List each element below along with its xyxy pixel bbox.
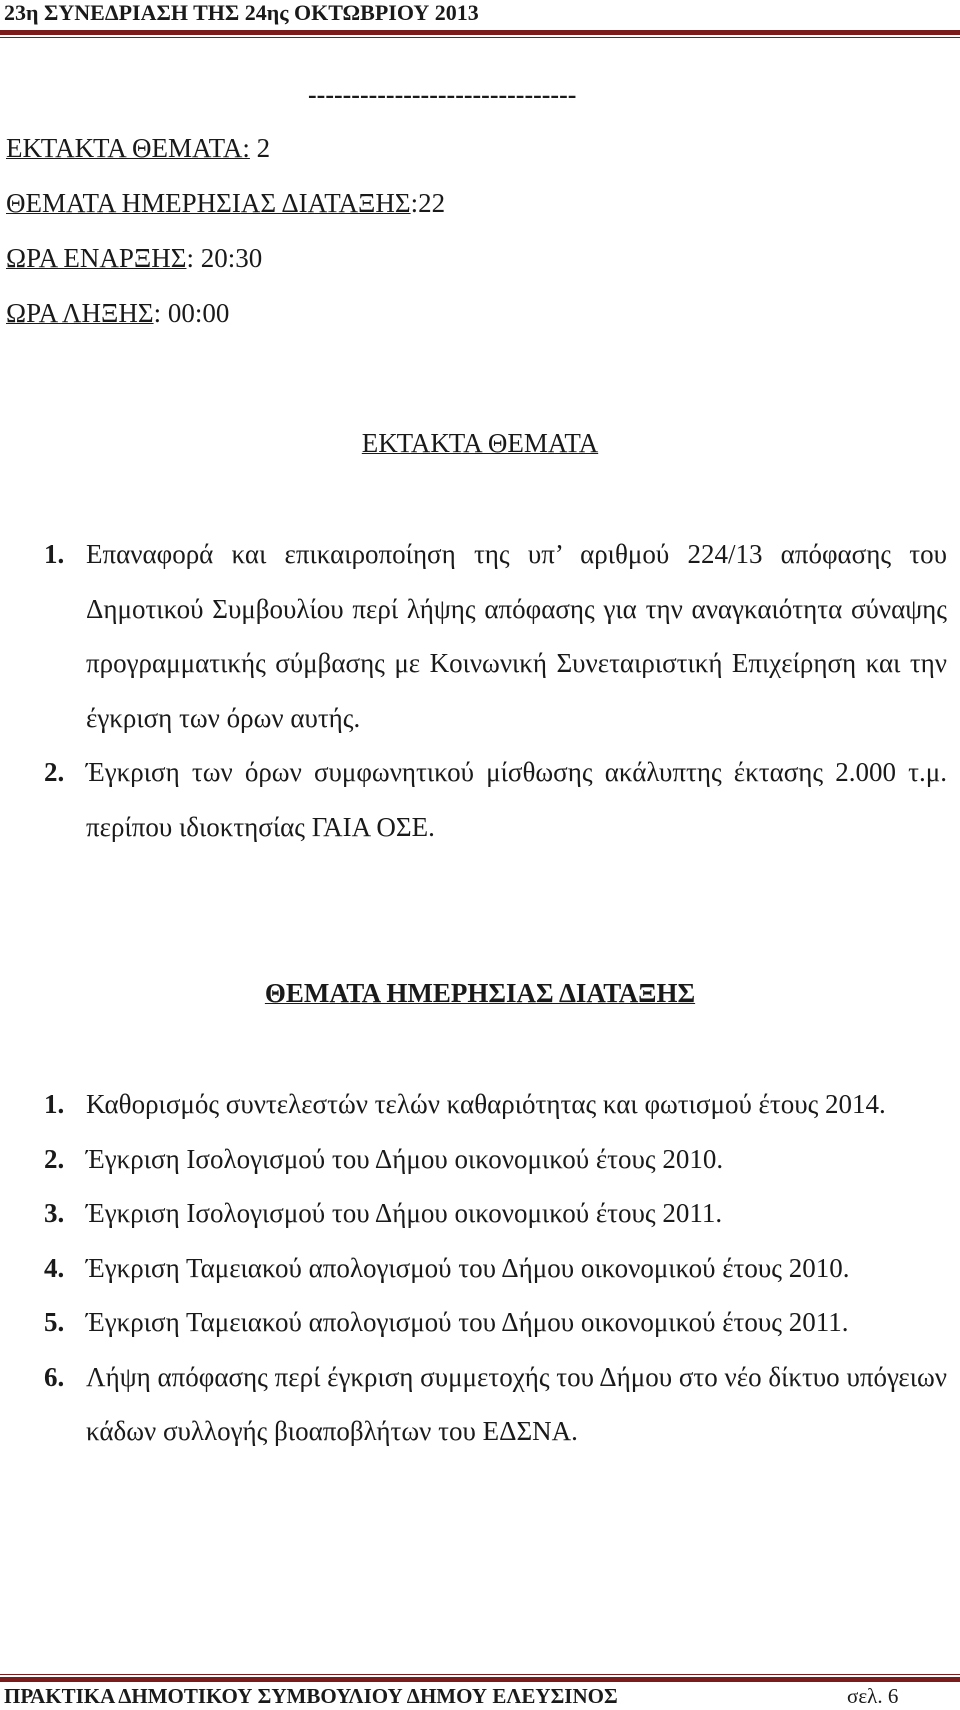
- item-text: Έγκριση Ταμειακού απολογισμού του Δήμου οικονομικού έτους 2010.: [86, 1252, 850, 1283]
- list-item: [0, 527, 960, 745]
- info-value: : 00:00: [153, 298, 230, 328]
- item-number: 1.: [44, 539, 65, 569]
- footer-rule-thin: [0, 1674, 960, 1675]
- info-label: ΕΚΤΑΚΤΑ ΘΕΜΑΤΑ:: [6, 133, 250, 163]
- list-item: [0, 745, 960, 854]
- item-text: Έγκριση Ισολογισμού του Δήμου οικονομικού έτους 2010.: [86, 1143, 724, 1174]
- dash-separator: -------------------------------: [308, 80, 577, 109]
- list-item: [0, 1350, 960, 1459]
- item-number: 3.: [44, 1198, 65, 1228]
- agenda-items-list: [0, 1077, 960, 1459]
- page-footer-title: ΠΡΑΚΤΙΚΑ ΔΗΜΟΤΙΚΟΥ ΣΥΜΒΟΥΛΙΟΥ ΔΗΜΟΥ ΕΛΕΥΣΙΝΟΣ: [4, 1684, 618, 1708]
- item-text: Λήψη απόφασης περί έγκριση συμμετοχής του Δήμου στο νέο δίκτυο υπόγειων κάδων συλλογής βιοαποβλήτων του ΕΔΣΝΑ.: [86, 1361, 947, 1446]
- list-item: [0, 1132, 960, 1187]
- item-number: 1.: [44, 1089, 65, 1119]
- list-item: [0, 1295, 960, 1350]
- info-urgent-count: [6, 131, 270, 165]
- item-text: Έγκριση των όρων συμφωνητικού μίσθωσης ακάλυπτης έκτασης 2.000 τ.μ. περίπου ιδιοκτησίας ΓΑΙΑ ΟΣΕ.: [86, 757, 947, 842]
- header-rule-thick: [0, 30, 960, 35]
- agenda-section-title: ΘΕΜΑΤΑ ΗΜΕΡΗΣΙΑΣ ΔΙΑΤΑΞΗΣ: [264, 978, 696, 1008]
- item-text: Επαναφορά και επικαιροποίηση της υπ’ αριθμού 224/13 απόφασης του Δημοτικού Συμβουλίου περί λήψης απόφασης για την αναγκαιότητα σύναψης προγραμματικής σύμβασης με Κοινωνική Συνεταιριστική Επιχείρηση και την έγκριση των όρων αυτής.: [86, 539, 947, 733]
- item-number: 5.: [44, 1307, 65, 1337]
- info-value: 2: [249, 133, 271, 163]
- item-number: 2.: [44, 757, 65, 787]
- item-text: Έγκριση Ισολογισμού του Δήμου οικονομικού έτους 2011.: [86, 1198, 723, 1228]
- info-label: ΘΕΜΑΤΑ ΗΜΕΡΗΣΙΑΣ ΔΙΑΤΑΞΗΣ: [6, 188, 411, 218]
- urgent-items-list: [0, 527, 960, 854]
- item-number: 4.: [44, 1252, 65, 1283]
- info-start-time: [6, 241, 262, 275]
- footer-rule-thick: [0, 1677, 960, 1682]
- page-header-title: 23η ΣΥΝΕΔΡΙΑΣΗ ΤΗΣ 24ης ΟΚΤΩΒΡΙΟΥ 2013: [4, 0, 479, 25]
- item-text: Έγκριση Ταμειακού απολογισμού του Δήμου οικονομικού έτους 2011.: [86, 1307, 849, 1337]
- list-item: [0, 1077, 960, 1132]
- info-end-time: [6, 296, 229, 330]
- info-agenda-count: [6, 186, 445, 220]
- info-value: :22: [410, 188, 446, 218]
- page-number: σελ. 6: [847, 1684, 899, 1708]
- urgent-section-title: ΕΚΤΑΚΤΑ ΘΕΜΑΤΑ: [361, 428, 599, 458]
- header-rule-thin: [0, 37, 960, 38]
- info-label: ΩΡΑ ΕΝΑΡΞΗΣ: [6, 243, 187, 273]
- item-number: 2.: [44, 1143, 65, 1174]
- list-item: [0, 1241, 960, 1296]
- info-value: : 20:30: [186, 243, 263, 273]
- info-label: ΩΡΑ ΛΗΞΗΣ: [6, 298, 154, 328]
- list-item: [0, 1186, 960, 1241]
- item-text: Καθορισμός συντελεστών τελών καθαριότητας και φωτισμού έτους 2014.: [86, 1089, 886, 1119]
- item-number: 6.: [44, 1361, 65, 1392]
